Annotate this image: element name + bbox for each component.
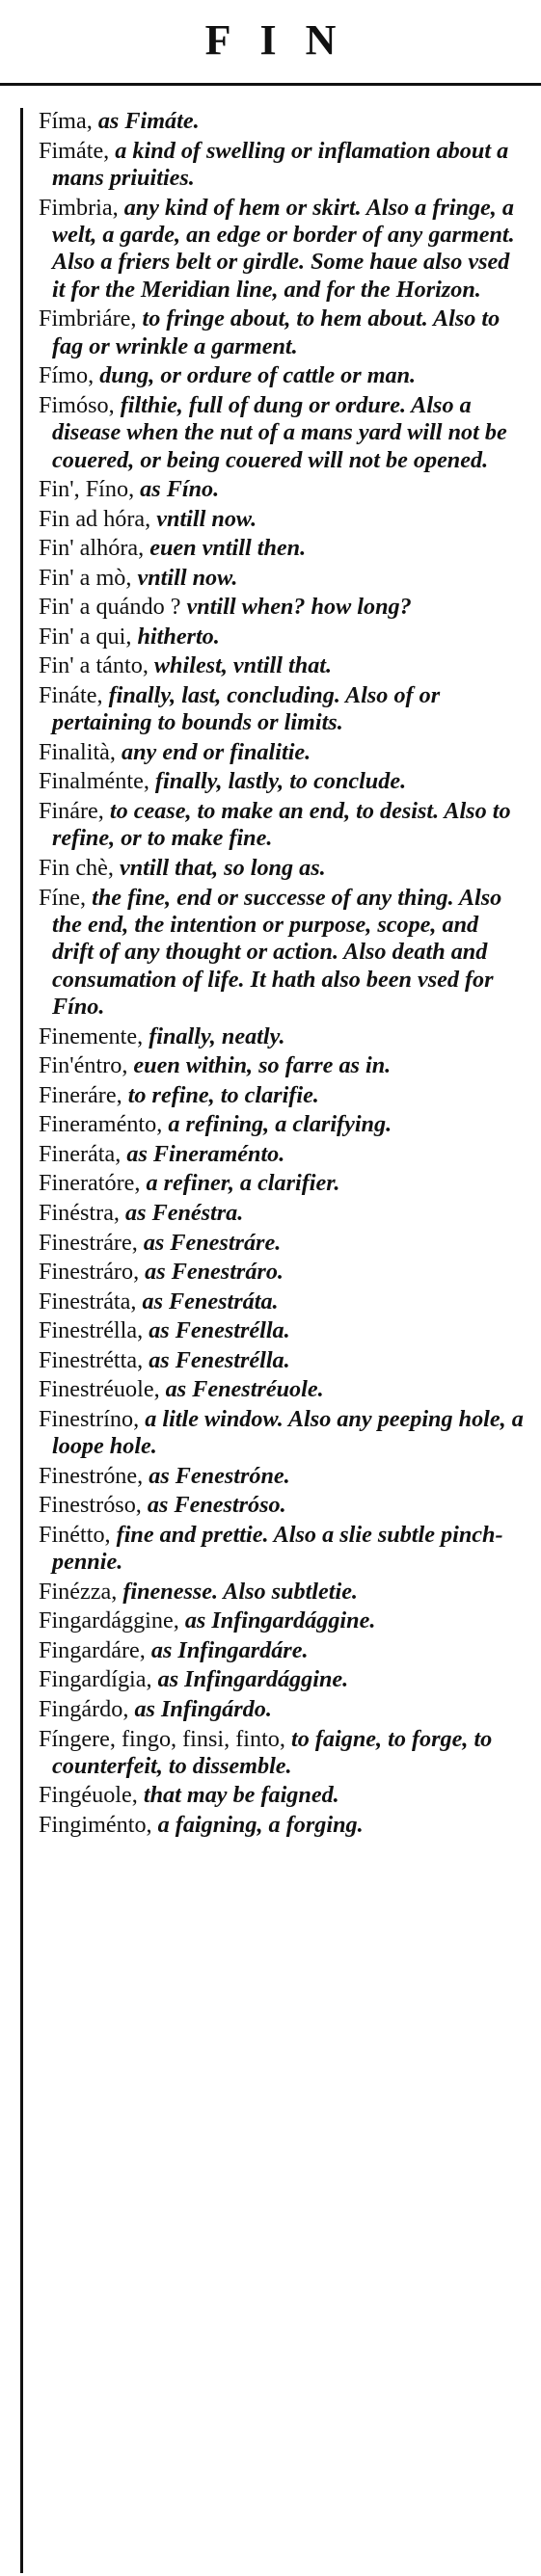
entry-headword: Fimóso, xyxy=(39,391,115,418)
entry-gloss: as Fenestrélla. xyxy=(143,1317,290,1344)
entry-headword: Finestrétta, xyxy=(39,1346,144,1373)
entry-headword: Finestráro, xyxy=(39,1259,140,1286)
entry-headword: Fíma, xyxy=(39,108,93,134)
dictionary-column xyxy=(20,108,531,2573)
entry-gloss: a faigning, a forging. xyxy=(151,1812,364,1839)
dictionary-entry xyxy=(39,1607,526,1634)
entry-headword: Fímo, xyxy=(39,362,95,389)
entry-gloss: as Fenestrélla. xyxy=(143,1346,290,1373)
entry-headword: Fineráta, xyxy=(39,1140,122,1167)
dictionary-entry xyxy=(39,1492,526,1519)
entry-gloss: a kind of swelling or inflamation about a mans priuities. xyxy=(52,137,509,191)
entry-headword: Finestrélla, xyxy=(39,1317,144,1344)
entry-headword: Fineratóre, xyxy=(39,1170,141,1197)
entry-gloss: to faigne, to forge, to counterfeit, to dissemble. xyxy=(52,1725,493,1779)
entry-gloss: finally, lastly, to conclude. xyxy=(149,768,407,795)
entry-headword: Fineráre, xyxy=(39,1081,122,1108)
entry-gloss: dung, or ordure of cattle or man. xyxy=(94,362,417,389)
entry-gloss: a litle window. Also any peeping hole, a loope hole. xyxy=(52,1405,524,1460)
dictionary-entry xyxy=(39,1111,526,1138)
entry-gloss: finally, neatly. xyxy=(143,1022,285,1049)
header-rule xyxy=(0,83,541,86)
dictionary-entry xyxy=(39,1463,526,1490)
dictionary-entry xyxy=(39,138,526,193)
dictionary-entry xyxy=(39,739,526,766)
entry-gloss: as Infingárdo. xyxy=(128,1695,272,1722)
entry-gloss: as Fenestróne. xyxy=(143,1462,290,1489)
dictionary-entry xyxy=(39,1317,526,1344)
dictionary-entry xyxy=(39,1782,526,1809)
entry-gloss: fine and prettie. Also a slie subtle pinch-pennie. xyxy=(52,1521,503,1576)
entry-gloss: as Fenestráro. xyxy=(139,1259,284,1286)
entry-gloss: as Infingardággine. xyxy=(178,1607,376,1634)
entry-gloss: filthie, full of dung or ordure. Also a disease when the nut of a mans yard will not be couered, or being couered will not be opened. xyxy=(52,391,507,473)
dictionary-entry xyxy=(39,1376,526,1403)
entry-gloss: a refining, a clarifying. xyxy=(162,1111,392,1138)
dictionary-entry xyxy=(39,594,526,621)
entry-headword: Finalità, xyxy=(39,738,116,765)
dictionary-entry xyxy=(39,1812,526,1839)
entry-headword: Fin'éntro, xyxy=(39,1052,128,1079)
entry-gloss: as Fineraménto. xyxy=(121,1140,285,1167)
entry-gloss: euen vntill then. xyxy=(144,535,307,562)
entry-gloss: as Fimáte. xyxy=(92,108,200,134)
dictionary-entry xyxy=(39,1406,526,1461)
entry-headword: Finalménte, xyxy=(39,768,149,795)
entry-gloss: to cease, to make an end, to desist. Also to refine, or to make fine. xyxy=(52,798,511,852)
entry-gloss: any kind of hem or skirt. Also a fringe, a welt, a garde, an edge or border of any garment. Also a friers belt or girdle. Some haue also vsed it for the Meridian line, and for the Horizon. xyxy=(52,194,515,303)
entry-headword: Finestróso, xyxy=(39,1492,142,1519)
dictionary-entry xyxy=(39,1579,526,1606)
dictionary-entry xyxy=(39,1052,526,1079)
entry-headword: Fin chè, xyxy=(39,854,114,881)
entry-gloss: as Infingardáre. xyxy=(145,1636,309,1663)
entry-gloss: any end or finalitie. xyxy=(115,738,311,765)
entry-headword: Fin' a quándo ? xyxy=(39,594,181,621)
entry-headword: Fingéuole, xyxy=(39,1782,138,1809)
dictionary-entry xyxy=(39,768,526,795)
entry-gloss: vntill when? how long? xyxy=(180,594,412,621)
dictionary-entry xyxy=(39,1082,526,1109)
page-header xyxy=(0,0,541,79)
entry-headword: Fingardággine, xyxy=(39,1607,179,1634)
entry-headword: Fin', Fíno, xyxy=(39,476,135,503)
entry-gloss: to fringe about, to hem about. Also to fag or wrinkle a garment. xyxy=(52,305,500,359)
dictionary-entry xyxy=(39,535,526,562)
dictionary-entry xyxy=(39,1696,526,1723)
entry-headword: Fin' a qui, xyxy=(39,623,132,650)
entry-headword: Fíne, xyxy=(39,884,87,911)
dictionary-entry xyxy=(39,565,526,592)
entry-headword: Finéstra, xyxy=(39,1199,120,1226)
entry-gloss: vntill now. xyxy=(131,564,238,591)
entry-gloss: as Fenestráre. xyxy=(137,1229,282,1256)
entry-headword: Fingárdo, xyxy=(39,1695,129,1722)
dictionary-entry xyxy=(39,855,526,882)
dictionary-entry xyxy=(39,1288,526,1315)
dictionary-entry xyxy=(39,195,526,305)
entry-headword: Fimáte, xyxy=(39,137,110,164)
dictionary-entry xyxy=(39,1141,526,1168)
entry-headword: Fimbria, xyxy=(39,194,119,221)
dictionary-entry xyxy=(39,1023,526,1050)
entry-list xyxy=(39,108,526,1842)
entry-headword: Fináte, xyxy=(39,681,103,708)
entry-headword: Fin' alhóra, xyxy=(39,535,145,562)
entry-headword: Fináre, xyxy=(39,798,104,824)
entry-headword: Finestráre, xyxy=(39,1229,138,1256)
entry-gloss: euen within, so farre as in. xyxy=(127,1052,392,1079)
entry-headword: Finemente, xyxy=(39,1022,144,1049)
dictionary-entry xyxy=(39,1259,526,1286)
entry-gloss: as Fenestróso. xyxy=(141,1492,286,1519)
entry-gloss: that may be faigned. xyxy=(137,1782,339,1809)
dictionary-entry xyxy=(39,1200,526,1227)
entry-gloss: as Fíno. xyxy=(134,476,220,503)
entry-gloss: as Fenestráta. xyxy=(136,1288,279,1315)
entry-headword: Fin ad hóra, xyxy=(39,505,151,532)
entry-gloss: the fine, end or successe of any thing. Also the end, the intention or purpose, scope, and drift of any thought or action. Also death and consumation of life. It hath also been vsed for Fíno. xyxy=(52,884,502,1021)
entry-gloss: as Infingardággine. xyxy=(151,1666,349,1693)
dictionary-entry xyxy=(39,885,526,1022)
entry-gloss: a refiner, a clarifier. xyxy=(140,1170,340,1197)
entry-headword: Fíngere, fingo, finsi, finto, xyxy=(39,1725,285,1752)
dictionary-entry xyxy=(39,798,526,853)
entry-headword: Finestríno, xyxy=(39,1405,140,1432)
dictionary-entry xyxy=(39,1637,526,1664)
dictionary-entry xyxy=(39,108,526,135)
dictionary-entry xyxy=(39,1666,526,1693)
dictionary-entry xyxy=(39,652,526,679)
entry-headword: Finétto, xyxy=(39,1521,111,1548)
dictionary-entry xyxy=(39,392,526,474)
entry-gloss: finenesse. Also subtletie. xyxy=(117,1578,358,1605)
entry-gloss: as Fenestréuole. xyxy=(159,1376,324,1403)
entry-headword: Fineraménto, xyxy=(39,1111,163,1138)
entry-gloss: vntill that, so long as. xyxy=(113,854,326,881)
entry-gloss: finally, last, concluding. Also of or pertaining to bounds or limits. xyxy=(52,681,441,736)
entry-gloss: vntill now. xyxy=(150,505,257,532)
entry-gloss: to refine, to clarifie. xyxy=(122,1081,319,1108)
entry-headword: Fimbriáre, xyxy=(39,305,137,332)
entry-headword: Fin' a tánto, xyxy=(39,652,149,679)
entry-headword: Finestréuole, xyxy=(39,1376,160,1403)
dictionary-entry xyxy=(39,1347,526,1374)
dictionary-entry xyxy=(39,682,526,737)
entry-headword: Fingardígia, xyxy=(39,1666,152,1693)
page-title: FIN xyxy=(204,16,365,64)
dictionary-entry xyxy=(39,506,526,533)
dictionary-entry xyxy=(39,1170,526,1197)
entry-gloss: hitherto. xyxy=(131,623,220,650)
dictionary-entry xyxy=(39,305,526,360)
entry-headword: Fingiménto, xyxy=(39,1812,152,1839)
entry-headword: Fingardáre, xyxy=(39,1636,146,1663)
dictionary-entry xyxy=(39,476,526,503)
entry-gloss: as Fenéstra. xyxy=(119,1199,244,1226)
dictionary-entry xyxy=(39,1726,526,1781)
entry-headword: Finestróne, xyxy=(39,1462,144,1489)
dictionary-entry xyxy=(39,1230,526,1257)
entry-headword: Finézza, xyxy=(39,1578,118,1605)
entry-headword: Fin' a mò, xyxy=(39,564,132,591)
dictionary-entry xyxy=(39,1522,526,1577)
entry-headword: Finestráta, xyxy=(39,1288,137,1315)
entry-gloss: whilest, vntill that. xyxy=(148,652,333,679)
dictionary-entry xyxy=(39,362,526,389)
dictionary-entry xyxy=(39,624,526,651)
